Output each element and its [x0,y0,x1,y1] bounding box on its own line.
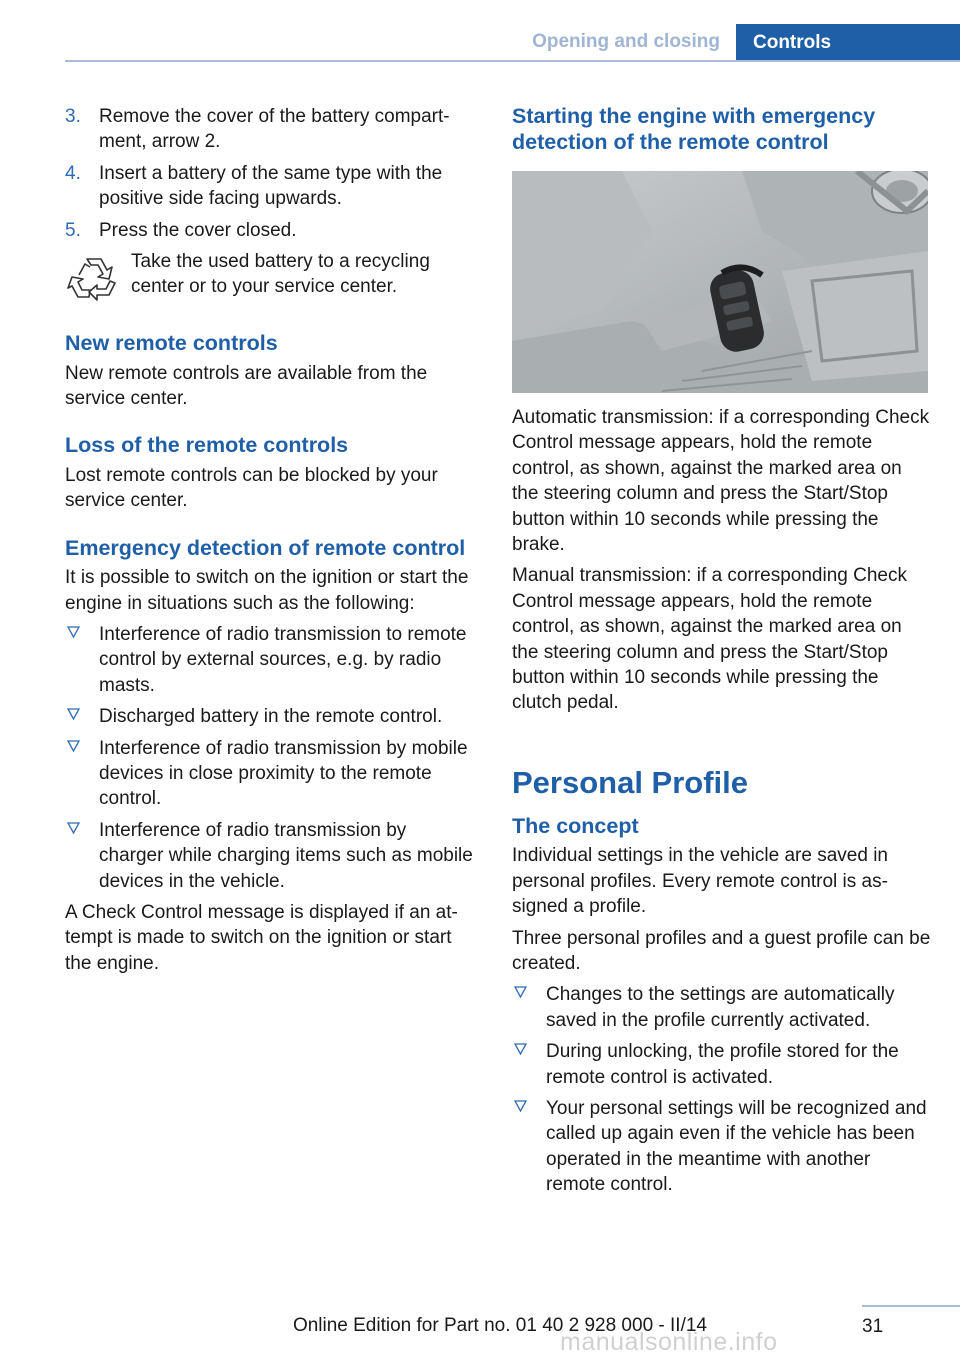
heading-loss-of-remote-controls: Loss of the remote controls [65,433,349,458]
list-item-text: Interference of radio transmission to remote control by external sources, e.g. by radio masts. [99,623,467,696]
step-text: Insert a battery of the same type with the positive side facing upwards. [99,162,443,210]
triangle-bullet-icon [67,708,80,721]
paragraph: New remote controls are available from the service center. [65,362,428,409]
header-chapter-tab: Controls [736,24,960,62]
list-item-text: Your personal settings will be recognized and called up again even if the vehicle has been operated in the meantime with another remote control. [546,1098,927,1196]
step-item [65,104,475,155]
heading-personal-profile: Personal Profile [512,764,749,800]
step-text: Press the cover closed. [99,219,297,241]
paragraph: Lost remote controls can be blocked by your service center. [65,464,438,512]
step-number: 4. [65,162,81,184]
triangle-bullet-icon [67,626,80,639]
heading-starting-engine-emergency: Starting the engine with emergency detection of the remote control [512,104,876,154]
footer-edition: Online Edition for Part no. 01 40 2 928 000 - II/14 [292,1315,707,1336]
list-item [512,982,932,1033]
list-item-text: Interference of radio transmission by mobile devices in close proximity to the remote control. [99,737,468,810]
paragraph: Manual transmission: if a corresponding Check Control message appears, hold the remote control, as shown, against the marked area on the steering column and press the Start/Stop button within 10 seconds while pressing the clutch pedal. [512,565,907,714]
step-number: 5. [65,219,81,241]
list-item-text: Interference of radio transmission by charger while charging items such as mobile devices in the vehicle. [99,819,473,892]
list-item [512,1096,932,1198]
remote-control-steering-column-illustration [512,171,928,393]
header-rule [65,60,960,62]
right-column [512,104,932,1204]
list-item [65,818,475,894]
heading-new-remote-controls: New remote controls [65,331,278,356]
recycling-note-text: Take the used battery to a recycling center or to your service center. [131,251,430,298]
footer-rule [862,1305,960,1307]
header-section-title: Opening and closing [532,31,720,52]
recycling-note [65,249,475,309]
list-item [65,622,475,698]
step-item [65,218,475,243]
triangle-bullet-icon [514,986,527,999]
step-item [65,161,475,212]
triangle-bullet-icon [514,1043,527,1056]
list-item [65,704,475,729]
recycle-icon [65,253,123,307]
step-number: 3. [65,106,81,127]
left-column [65,104,475,982]
list-item-text: Discharged battery in the remote control. [99,706,443,728]
heading-emergency-detection: Emergency detection of remote control [65,535,466,560]
paragraph: A Check Control message is displayed if an attempt is made to switch on the ignition or start the engine. [65,902,458,974]
paragraph: Automatic transmission: if a corresponding Check Control message appears, hold the remote control, as shown, against the marked area on the steering column and press the Start/Stop button within 10 seconds while pressing the brake. [512,407,930,556]
step-text: Remove the cover of the battery compartment, arrow 2. [99,106,450,153]
list-item [65,736,475,812]
paragraph: Three personal profiles and a guest profile can be created. [512,927,931,974]
paragraph: It is possible to switch on the ignition or start the engine in situations such as the following: [65,567,469,614]
triangle-bullet-icon [67,740,80,753]
page-number: 31 [862,1316,884,1337]
list-item [512,1039,932,1090]
list-item-text: During unlocking, the profile stored for the remote control is activated. [546,1041,899,1088]
triangle-bullet-icon [67,822,80,835]
list-item-text: Changes to the settings are automatically saved in the profile currently activated. [546,984,895,1031]
triangle-bullet-icon [514,1100,527,1113]
heading-the-concept: The concept [512,813,639,838]
watermark: manualsonline.info [560,1328,778,1356]
paragraph: Individual settings in the vehicle are saved in personal profiles. Every remote control is assigned a profile. [512,845,889,918]
